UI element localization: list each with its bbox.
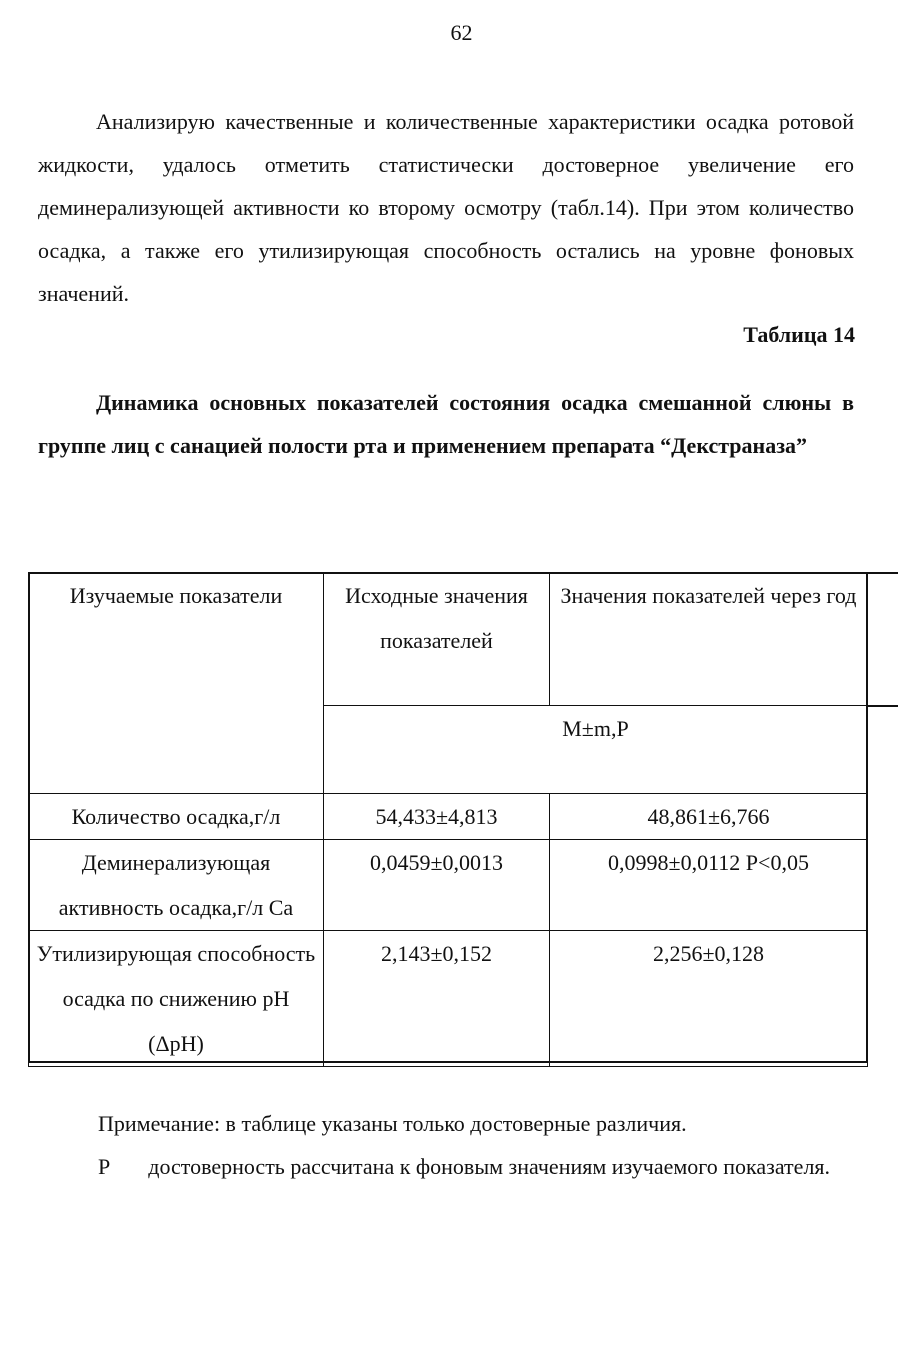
p-note-text: достоверность рассчитана к фоновым значениям изучаемого показателя.: [148, 1154, 831, 1179]
table-row: [29, 931, 868, 1067]
data-table: [28, 572, 868, 1067]
cell-indicator: Деминерализующая активность осадка,г/л Са: [29, 840, 324, 931]
table-row: [29, 794, 868, 840]
cell-initial: 2,143±0,152: [324, 931, 550, 1067]
table-row: [29, 840, 868, 931]
cell-after-year: 0,0998±0,0112 Р<0,05: [550, 840, 868, 931]
cell-after-year: 48,861±6,766: [550, 794, 868, 840]
table-border-stub: [866, 705, 898, 707]
table-note: Примечание: в таблице указаны только достоверные различия.: [98, 1111, 687, 1136]
header-stat: M±m,P: [324, 706, 868, 794]
table-header-row: [29, 573, 868, 706]
cell-indicator: Утилизирующая способность осадка по снижению рН (ΔрН): [29, 931, 324, 1067]
page-number: 62: [450, 20, 473, 45]
table-caption: Динамика основных показателей состояния осадка смешанной слюны в группе лиц с санацией полости рта и применением препарата “Декстраназа”: [38, 390, 854, 458]
p-value-note: [42, 1145, 854, 1188]
table-label: Таблица 14: [743, 322, 855, 347]
table-border-stub: [866, 572, 898, 574]
cell-initial: 0,0459±0,0013: [324, 840, 550, 931]
p-symbol: Р: [98, 1154, 111, 1179]
header-initial: Исходные значения показателей: [324, 573, 550, 706]
cell-initial: 54,433±4,813: [324, 794, 550, 840]
cell-indicator: Количество осадка,г/л: [29, 794, 324, 840]
intro-paragraph: Анализирую качественные и количественные характеристики осадка ротовой жидкости, удалось отметить статистически достоверное увеличение его деминерализующей активности ко второму осмотру (табл.14). При этом количество осадка, а также его утилизирующая способность остались на уровне фоновых значений.: [38, 109, 854, 306]
header-after-year: Значения показателей через год: [550, 573, 868, 706]
header-indicator: Изучаемые показатели: [29, 573, 324, 794]
cell-after-year: 2,256±0,128: [550, 931, 868, 1067]
